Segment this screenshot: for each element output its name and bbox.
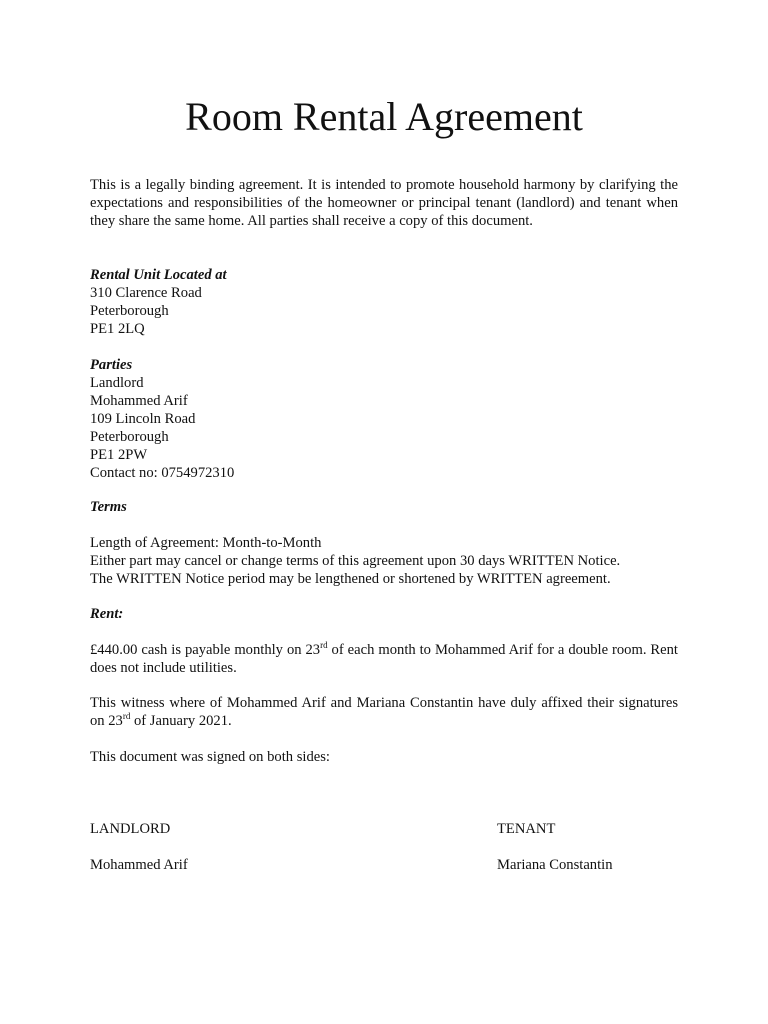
tenant-signature-name: Mariana Constantin — [497, 857, 613, 873]
witness-text-before: This witness where of Mohammed Arif and Mariana Constantin have duly affixed their signatures on 23 — [90, 695, 678, 729]
rental-unit-heading: Rental Unit Located at — [90, 267, 227, 283]
rental-unit-address-line2: Peterborough — [90, 303, 169, 319]
landlord-name: Mohammed Arif — [90, 393, 188, 409]
terms-heading: Terms — [90, 499, 127, 515]
rent-text-before: £440.00 cash is payable monthly on 23 — [90, 642, 321, 658]
rent-heading-block — [90, 605, 678, 623]
tenant-signature-label: TENANT — [497, 821, 556, 837]
rental-unit-section — [90, 266, 678, 338]
landlord-address-line1: 109 Lincoln Road — [90, 411, 196, 427]
tenant-signature-block — [497, 820, 613, 874]
landlord-postcode: PE1 2PW — [90, 447, 148, 463]
rent-paragraph — [90, 641, 678, 677]
landlord-contact: Contact no: 0754972310 — [90, 465, 235, 481]
rent-heading: Rent: — [90, 606, 124, 622]
parties-section — [90, 356, 678, 482]
landlord-signature-name: Mohammed Arif — [90, 857, 188, 873]
witness-text-after: of January 2021. — [130, 713, 232, 729]
rent-ordinal: rd — [320, 640, 328, 651]
rental-unit-address-line1: 310 Clarence Road — [90, 285, 202, 301]
terms-notice: The WRITTEN Notice period may be lengthened or shortened by WRITTEN agreement. — [90, 571, 611, 587]
terms-heading-block — [90, 498, 678, 516]
signed-note: This document was signed on both sides: — [90, 749, 330, 765]
parties-heading: Parties — [90, 357, 133, 373]
landlord-signature-label: LANDLORD — [90, 821, 171, 837]
terms-section — [90, 534, 678, 588]
terms-cancel: Either part may cancel or change terms of this agreement upon 30 days WRITTEN Notice. — [90, 553, 621, 569]
document-title: Room Rental Agreement — [185, 94, 583, 139]
landlord-address-line2: Peterborough — [90, 429, 169, 445]
parties-role: Landlord — [90, 375, 144, 391]
rent-text-after: of each month to Mohammed Arif for a double room. Rent does not include utilities. — [90, 642, 678, 676]
witness-ordinal: rd — [122, 711, 131, 722]
landlord-signature-block — [90, 820, 188, 874]
rental-unit-postcode: PE1 2LQ — [90, 321, 145, 337]
witness-paragraph — [90, 694, 678, 730]
intro-paragraph: This is a legally binding agreement. It is intended to promote household harmony by clarifying the expectations and responsibilities of the homeowner or principal tenant (landlord) and tenant when they share the same home. All parties shall receive a copy of this document. — [90, 177, 678, 229]
terms-length: Length of Agreement: Month-to-Month — [90, 535, 322, 551]
